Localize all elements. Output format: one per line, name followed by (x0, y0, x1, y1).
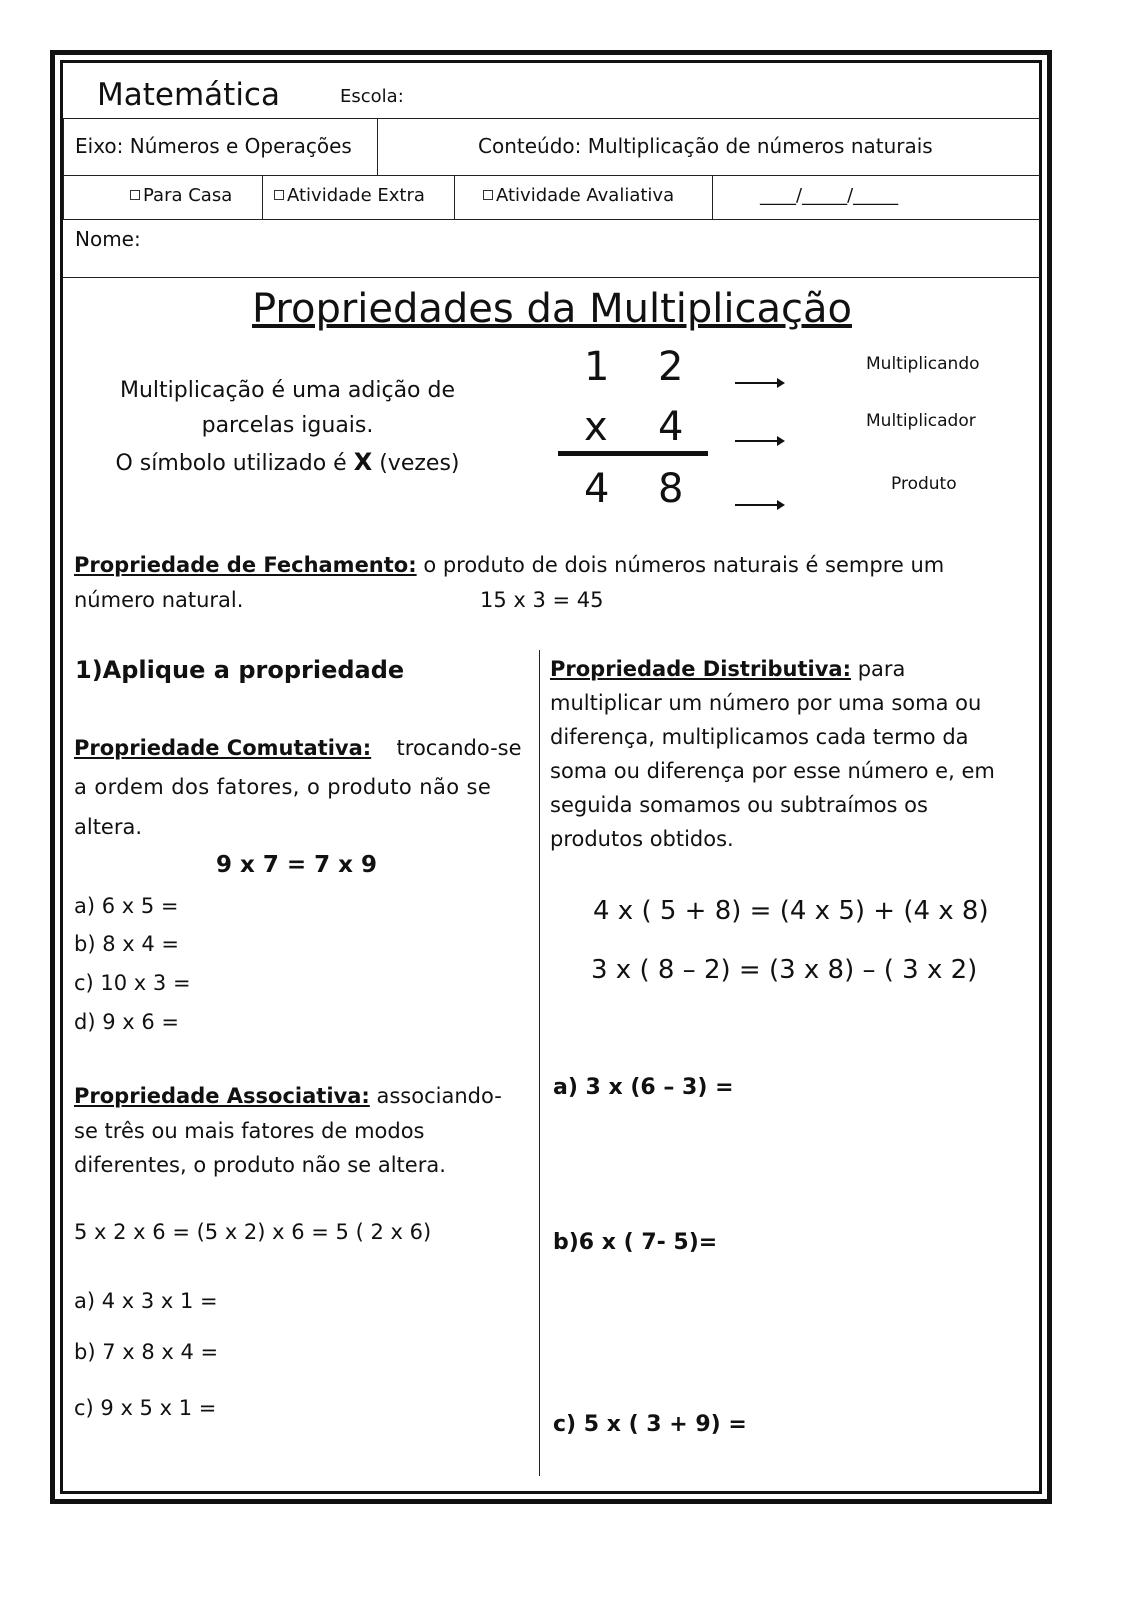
header-col-divider (377, 118, 378, 175)
options-divider-2 (454, 175, 455, 219)
exercise-heading: 1)Aplique a propriedade (75, 656, 405, 684)
intro-suffix: (vezes) (379, 451, 460, 476)
header-divider-4 (63, 277, 1040, 278)
column-divider (539, 650, 540, 1476)
header-left-edge (63, 118, 64, 219)
associativa-line-3: diferentes, o produto não se altera. (74, 1153, 446, 1177)
label-multiplicando: Multiplicando (866, 354, 980, 374)
eixo-label: Eixo: Números e Operações (75, 134, 352, 158)
subject-title: Matemática (97, 77, 280, 113)
distributiva-line-2: diferença, multiplicamos cada termo da (550, 725, 969, 749)
distributiva-line-3: soma ou diferença por esse número e, em (550, 759, 995, 783)
arrow-right-icon (735, 376, 785, 390)
distributiva-line-4: seguida somamos ou subtraímos os (550, 793, 928, 817)
options-divider-3 (712, 175, 713, 219)
comutativa-item-c[interactable]: c) 10 x 3 = (74, 971, 191, 995)
page-title: Propriedades da Multiplicação (252, 286, 852, 332)
options-divider-1 (262, 175, 263, 219)
label-produto: Produto (891, 474, 957, 494)
intro-prefix: O símbolo utilizado é (115, 451, 347, 476)
nome-label: Nome: (75, 227, 141, 251)
fechamento-line-2: número natural. (74, 588, 244, 612)
intro-line-1: Multiplicação é uma adição de (119, 378, 456, 403)
associativa-line-2: se três ou mais fatores de modos (74, 1119, 425, 1143)
fechamento-line-1 (74, 553, 944, 578)
fechamento-example: 15 x 3 = 45 (480, 588, 604, 612)
comutativa-text: trocando-se (396, 736, 522, 760)
header-divider-2 (63, 175, 1040, 176)
digit-multiplicand-2: 2 (658, 344, 684, 390)
option-label: Atividade Extra (287, 185, 425, 206)
comutativa-item-b[interactable]: b) 8 x 4 = (74, 932, 179, 956)
school-label: Escola: (340, 86, 404, 107)
associativa-item-a[interactable]: a) 4 x 3 x 1 = (74, 1289, 218, 1313)
associativa-line-1 (74, 1084, 502, 1109)
distributiva-line-1: multiplicar um número por uma soma ou (550, 691, 982, 715)
checkbox-icon[interactable] (274, 190, 284, 200)
digit-product-2: 8 (658, 466, 684, 512)
fechamento-label: Propriedade de Fechamento: (74, 553, 417, 577)
comutativa-line-3: altera. (74, 815, 143, 839)
arrow-right-icon (735, 434, 785, 448)
distributiva-line-0 (550, 657, 905, 682)
option-label: Atividade Avaliativa (496, 185, 675, 206)
distributiva-label: Propriedade Distributiva: (550, 657, 851, 681)
times-sign: x (584, 404, 608, 450)
distributiva-text: para (857, 657, 906, 681)
comutativa-line-1 (74, 736, 522, 761)
checkbox-icon[interactable] (483, 190, 493, 200)
comutativa-label: Propriedade Comutativa: (74, 736, 372, 760)
option-para-casa[interactable] (130, 185, 232, 207)
comutativa-example: 9 x 7 = 7 x 9 (216, 852, 377, 878)
header-divider-1 (63, 118, 1040, 119)
distributiva-item-b[interactable]: b)6 x ( 7- 5)= (553, 1230, 718, 1255)
distributiva-example-1: 4 x ( 5 + 8) = (4 x 5) + (4 x 8) (593, 896, 989, 926)
distributiva-line-5: produtos obtidos. (550, 827, 734, 851)
comutativa-item-a[interactable]: a) 6 x 5 = (74, 894, 179, 918)
label-multiplicador: Multiplicador (866, 411, 976, 431)
times-symbol: X (353, 448, 373, 476)
checkbox-icon[interactable] (130, 190, 140, 200)
option-atividade-extra[interactable] (274, 185, 425, 207)
comutativa-line-2: a ordem dos fatores, o produto não se (74, 775, 492, 799)
distributiva-example-2: 3 x ( 8 – 2) = (3 x 8) – ( 3 x 2) (591, 955, 978, 985)
option-label: Para Casa (143, 185, 233, 206)
digit-multiplicand-1: 1 (584, 344, 610, 390)
intro-line-3 (0, 448, 575, 477)
associativa-label: Propriedade Associativa: (74, 1084, 370, 1108)
associativa-example: 5 x 2 x 6 = (5 x 2) x 6 = 5 ( 2 x 6) (74, 1220, 432, 1244)
comutativa-item-d[interactable]: d) 9 x 6 = (74, 1010, 179, 1034)
associativa-item-c[interactable]: c) 9 x 5 x 1 = (74, 1396, 217, 1420)
distributiva-item-c[interactable]: c) 5 x ( 3 + 9) = (553, 1412, 747, 1437)
fechamento-text: o produto de dois números naturais é sempre um (423, 553, 945, 577)
digit-multiplier: 4 (658, 404, 684, 450)
conteudo-label: Conteúdo: Multiplicação de números naturais (478, 134, 933, 158)
associativa-text: associando- (376, 1084, 502, 1108)
header-divider-3 (63, 219, 1040, 220)
option-atividade-avaliativa[interactable] (483, 185, 674, 207)
digit-product-1: 4 (584, 466, 610, 512)
arrow-right-icon (735, 498, 785, 512)
date-field[interactable]: ____/_____/_____ (760, 185, 899, 206)
result-line (558, 451, 708, 456)
intro-line-2: parcelas iguais. (201, 413, 374, 438)
associativa-item-b[interactable]: b) 7 x 8 x 4 = (74, 1340, 219, 1364)
distributiva-item-a[interactable]: a) 3 x (6 – 3) = (553, 1075, 734, 1100)
